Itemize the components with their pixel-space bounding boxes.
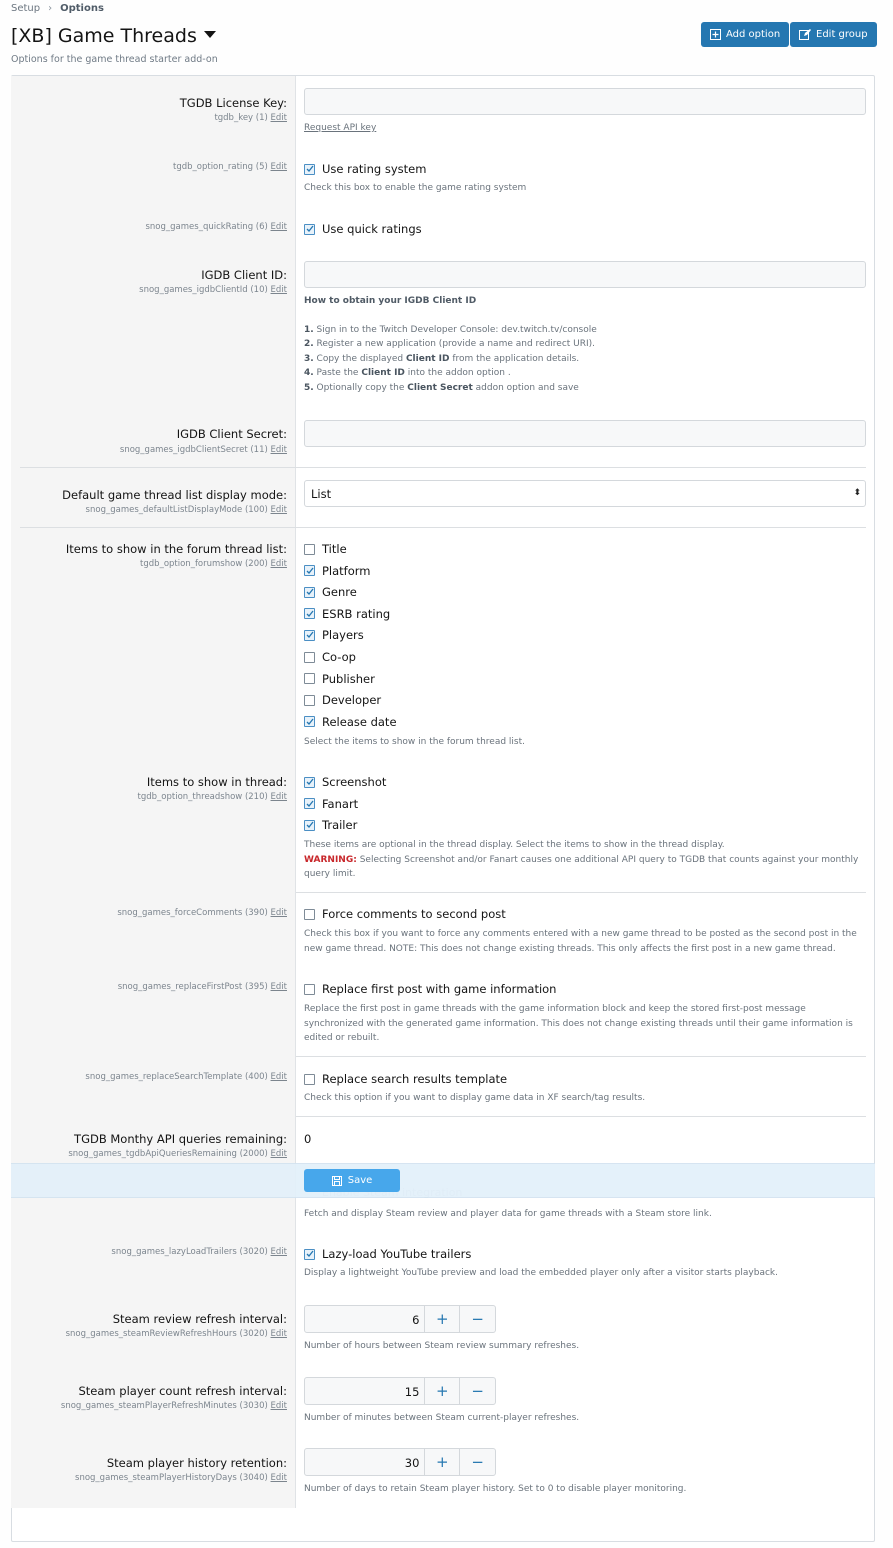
igdb-client-id: snog_games_igdbClientId (10) Edit <box>139 285 287 295</box>
quick-id: snog_games_quickRating (6) Edit <box>145 222 287 232</box>
checkbox-checked-icon <box>304 777 315 788</box>
edit-link[interactable]: Edit <box>270 162 287 172</box>
checkbox-empty-icon <box>304 909 315 920</box>
plus-square-icon <box>710 29 721 40</box>
forumshow-label: Items to show in the forum thread list: <box>65 542 287 556</box>
checkbox-label: ESRB rating <box>322 606 391 621</box>
player-refresh-input[interactable]: 15 <box>305 1378 425 1404</box>
warning-label: WARNING: <box>304 854 357 865</box>
checkbox-screenshot[interactable] <box>304 775 386 789</box>
checkbox-esrb-rating[interactable] <box>304 607 390 621</box>
lazy-load-checkbox[interactable]: Lazy-load YouTube trailers <box>304 1247 471 1261</box>
chevron-right-icon: › <box>48 3 53 14</box>
checkbox-label: Players <box>322 628 364 643</box>
checkbox-checked-icon <box>304 820 315 831</box>
replace-first-id: snog_games_replaceFirstPost (395) Edit <box>117 982 287 992</box>
checkbox-label: Co-op <box>322 650 356 664</box>
checkbox-checked-icon <box>304 1249 315 1260</box>
checkbox-checked-icon <box>304 798 315 809</box>
save-bar <box>11 1163 875 1198</box>
igdb-secret-id: snog_games_igdbClientSecret (11) Edit <box>119 445 287 455</box>
checkbox-players[interactable] <box>304 628 364 642</box>
checkbox-developer[interactable] <box>304 693 381 707</box>
checkbox-empty-icon <box>304 652 315 663</box>
checkbox-empty-icon <box>304 984 315 995</box>
checkbox-release-date[interactable] <box>304 715 397 729</box>
display-mode-id: snog_games_defaultListDisplayMode (100) Edit <box>85 505 287 515</box>
history-id: snog_games_steamPlayerHistoryDays (3040) Edit <box>75 1473 287 1483</box>
checkbox-checked-icon <box>304 565 315 576</box>
checkbox-co-op[interactable] <box>304 650 356 664</box>
checkbox-label: Publisher <box>322 671 375 686</box>
edit-group-button[interactable] <box>790 22 877 47</box>
edit-icon <box>799 29 811 40</box>
replace-search-checkbox[interactable]: Replace search results template <box>304 1072 507 1086</box>
edit-link[interactable]: Edit <box>270 222 287 232</box>
lazy-help: Display a lightweight YouTube preview and load the embedded player only after a visitor starts playback. <box>304 1268 778 1278</box>
review-refresh-id: snog_games_steamReviewRefreshHours (3020) Edit <box>65 1329 287 1339</box>
checkbox-trailer[interactable] <box>304 818 357 832</box>
forumshow-id: tgdb_option_forumshow (200) Edit <box>140 559 287 569</box>
edit-link[interactable]: Edit <box>270 1473 287 1483</box>
igdb-client-input[interactable] <box>304 261 866 288</box>
page-description: Options for the game thread starter add-on <box>11 54 218 65</box>
igdb-secret-label: IGDB Client Secret: <box>176 427 287 441</box>
edit-link[interactable]: Edit <box>270 505 287 515</box>
edit-link[interactable]: Edit <box>270 792 287 802</box>
replace-search-help: Check this option if you want to display game data in XF search/tag results. <box>304 1093 646 1103</box>
rating-id: tgdb_option_rating (5) Edit <box>173 162 287 172</box>
checkbox-empty-icon <box>304 1074 315 1085</box>
history-label: Steam player history retention: <box>106 1456 287 1470</box>
display-mode-label: Default game thread list display mode: <box>62 488 287 502</box>
minus-icon[interactable]: − <box>471 1453 484 1471</box>
checkbox-empty-icon <box>304 544 315 555</box>
checkbox-publisher[interactable] <box>304 672 375 686</box>
divider <box>20 527 866 528</box>
review-refresh-input[interactable]: 6 <box>305 1306 425 1332</box>
caret-down-icon[interactable] <box>204 31 216 38</box>
checkbox-title[interactable] <box>304 542 347 556</box>
force-comments-id: snog_games_forceComments (390) Edit <box>117 908 287 918</box>
review-refresh-stepper <box>304 1305 496 1333</box>
plus-icon[interactable]: + <box>425 1378 460 1404</box>
player-refresh-label: Steam player count refresh interval: <box>78 1384 287 1398</box>
checkbox-checked-icon <box>304 587 315 598</box>
threadshow-help: These items are optional in the thread display. Select the items to show in the thread display. WARNING: Selecting Screenshot and/or Fanart causes one additional API query to TGDB that counts against your monthly query limit. <box>304 840 859 879</box>
edit-link[interactable]: Edit <box>270 445 287 455</box>
tgdb-key-id: tgdb_key (1) Edit <box>214 113 287 123</box>
history-stepper <box>304 1448 496 1476</box>
checkbox-checked-icon <box>304 716 315 727</box>
plus-icon[interactable]: + <box>425 1306 460 1332</box>
checkbox-checked-icon <box>304 224 315 235</box>
threadshow-id: tgdb_option_threadshow (210) Edit <box>137 792 287 802</box>
checkbox-genre[interactable] <box>304 585 357 599</box>
replace-first-help: Replace the first post in game threads with the game information block and keep the stored first-post message synchronized with the generated game information. This does not change existing threads until their game information is edited or rebuilt. <box>304 1004 853 1043</box>
quick-ratings-checkbox[interactable]: Use quick ratings <box>304 222 422 236</box>
checkbox-label: Trailer <box>322 818 358 832</box>
force-comments-help: Check this box if you want to force any comments entered with a new game thread to be posted as the second post in the new game thread. NOTE: This does not change existing threads. This only affects the first post in a new game thread. <box>304 929 857 954</box>
checkbox-label: Developer <box>322 693 382 708</box>
edit-group-label: Edit group <box>816 29 868 40</box>
checkbox-fanart[interactable] <box>304 797 358 811</box>
plus-icon[interactable]: + <box>425 1449 460 1475</box>
checkbox-platform[interactable] <box>304 564 371 578</box>
review-refresh-help: Number of hours between Steam review summary refreshes. <box>304 1341 580 1351</box>
breadcrumb <box>11 3 104 14</box>
player-refresh-help: Number of minutes between Steam current-player refreshes. <box>304 1413 580 1423</box>
add-option-button[interactable] <box>701 22 789 47</box>
breadcrumb-options[interactable]: Options <box>60 3 104 14</box>
edit-link[interactable]: Edit <box>270 1247 287 1257</box>
divider <box>296 1116 866 1117</box>
forumshow-help: Select the items to show in the forum thread list. <box>304 737 526 747</box>
select-arrows-icon: ⬍ <box>853 488 861 498</box>
review-refresh-label: Steam review refresh interval: <box>112 1312 287 1326</box>
api-remaining-label: TGDB Monthy API queries remaining: <box>74 1132 287 1146</box>
edit-link[interactable]: Edit <box>270 1401 287 1411</box>
force-comments-checkbox[interactable]: Force comments to second post <box>304 907 506 921</box>
save-icon <box>332 1176 342 1186</box>
player-refresh-id: snog_games_steamPlayerRefreshMinutes (3030) Edit <box>60 1401 287 1411</box>
breadcrumb-setup[interactable]: Setup <box>11 3 41 14</box>
checkbox-checked-icon <box>304 164 315 175</box>
replace-search-id: snog_games_replaceSearchTemplate (400) Edit <box>85 1072 287 1082</box>
checkbox-empty-icon <box>304 673 315 684</box>
tgdb-key-label: TGDB License Key: <box>179 96 287 110</box>
api-remaining-value: 0 <box>304 1132 312 1146</box>
divider <box>296 1056 866 1057</box>
edit-link[interactable]: Edit <box>270 1149 287 1159</box>
edit-link[interactable]: Edit <box>270 982 287 992</box>
history-input[interactable]: 30 <box>305 1449 425 1475</box>
tgdb-key-input[interactable] <box>304 88 866 115</box>
use-rating-checkbox[interactable]: Use rating system <box>304 162 426 176</box>
igdb-howto: How to obtain your IGDB Client ID 1. Sign in to the Twitch Developer Console: dev.twitch.tv/console 2. Register a new application (provide a name and redirect URI). 3. Copy the displayed Client ID from the application details. 4. Paste the Client ID into the addon option . 5. Optionally copy the Client Secret addon option and save <box>304 296 597 393</box>
add-option-label: Add option <box>726 29 781 40</box>
edit-link[interactable]: Edit <box>270 113 287 123</box>
minus-icon[interactable]: − <box>471 1310 484 1328</box>
history-help: Number of days to retain Steam player history. Set to 0 to disable player monitoring. <box>304 1484 687 1494</box>
display-mode-select[interactable]: List ⬍ <box>304 480 866 507</box>
save-button[interactable]: Save <box>304 1169 400 1192</box>
igdb-client-label: IGDB Client ID: <box>201 268 287 282</box>
checkbox-label: Title <box>322 542 347 556</box>
replace-first-checkbox[interactable]: Replace first post with game information <box>304 982 556 996</box>
checkbox-label: Release date <box>322 714 397 729</box>
checkbox-label: Fanart <box>322 796 359 811</box>
checkbox-checked-icon <box>304 630 315 641</box>
edit-link[interactable]: Edit <box>270 285 287 295</box>
minus-icon[interactable]: − <box>471 1382 484 1400</box>
steam-help: Fetch and display Steam review and player data for game threads with a Steam store link. <box>304 1209 712 1219</box>
checkbox-checked-icon <box>304 608 315 619</box>
edit-link[interactable]: Edit <box>270 559 287 569</box>
page-title[interactable]: [XB] Game Threads <box>11 25 216 47</box>
lazy-id: snog_games_lazyLoadTrailers (3020) Edit <box>111 1247 287 1257</box>
api-remaining-id: snog_games_tgdbApiQueriesRemaining (2000) Edit <box>68 1149 287 1159</box>
request-api-key-link[interactable]: Request API key <box>304 123 377 133</box>
edit-link[interactable]: Edit <box>270 1072 287 1082</box>
player-refresh-stepper <box>304 1377 496 1405</box>
divider <box>296 892 866 893</box>
igdb-secret-input[interactable] <box>304 420 866 447</box>
divider <box>20 467 866 468</box>
threadshow-label: Items to show in thread: <box>146 775 287 789</box>
rating-help: Check this box to enable the game rating system <box>304 183 527 193</box>
edit-link[interactable]: Edit <box>270 908 287 918</box>
edit-link[interactable]: Edit <box>270 1329 287 1339</box>
checkbox-label: Platform <box>322 563 371 578</box>
checkbox-label: Genre <box>322 585 357 600</box>
checkbox-empty-icon <box>304 695 315 706</box>
checkbox-label: Screenshot <box>322 775 387 789</box>
